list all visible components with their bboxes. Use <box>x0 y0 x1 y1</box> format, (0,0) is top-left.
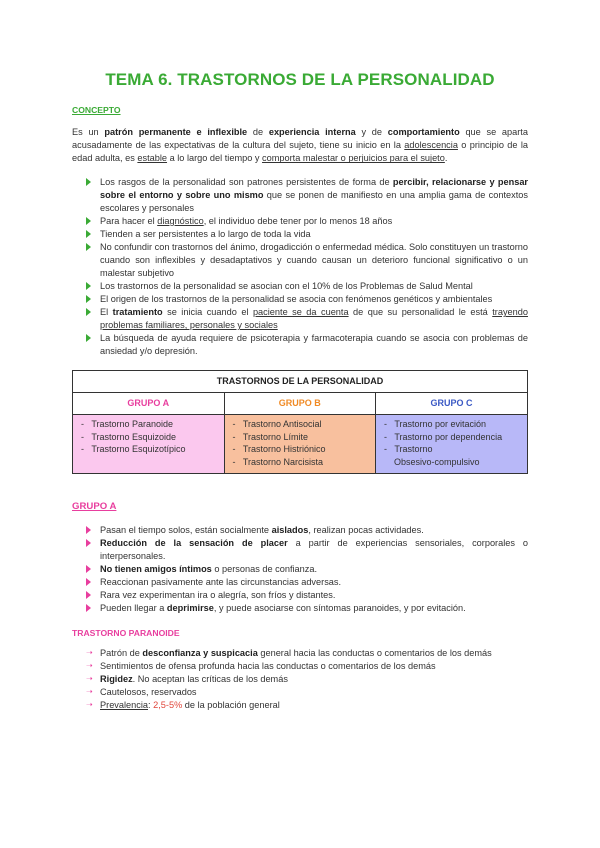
table-item: - Trastorno Límite <box>232 431 309 442</box>
list-item: Tienden a ser persistentes a lo largo de toda la vida <box>86 228 528 241</box>
table-item: - Trastorno Esquizoide <box>81 431 177 442</box>
table-item: - Trastorno Esquizotípico <box>81 444 186 455</box>
concepto-bullet-list <box>86 176 528 359</box>
grupo-a-bullet-list <box>86 524 528 615</box>
personality-disorders-table <box>72 370 528 474</box>
list-item: No confundir con trastornos del ánimo, drogadicción o enfermedad médica. Solo constituyen un trastorno cuando son inflexibles y desadaptativos y cuando causan un deterioro funcional significativo o un malestar subjetivo <box>86 241 528 280</box>
list-item: ➝ Prevalencia: 2,5-5% de la población general <box>86 700 280 711</box>
list-item: ➝ Rigidez. No aceptan las críticas de los demás <box>86 674 288 685</box>
arrow-right-icon: ➝ <box>86 661 93 671</box>
list-item: Rara vez experimentan ira o alegría, son fríos y distantes. <box>86 589 528 602</box>
green-bullet-icon <box>86 295 91 303</box>
table-cell-group-a <box>73 414 225 473</box>
green-bullet-icon <box>86 308 91 316</box>
concepto-heading: CONCEPTO <box>72 105 121 116</box>
green-bullet-icon <box>86 230 91 238</box>
list-item: ➝ Sentimientos de ofensa profunda hacia las conductas o comentarios de los demás <box>86 661 436 672</box>
table-title: TRASTORNOS DE LA PERSONALIDAD <box>73 371 528 393</box>
green-bullet-icon <box>86 334 91 342</box>
table-header-group-b: GRUPO B <box>224 393 376 415</box>
table-cell-group-c <box>376 414 528 473</box>
page-title: TEMA 6. TRASTORNOS DE LA PERSONALIDAD <box>105 70 495 89</box>
table-item: - Trastorno Histriónico <box>232 444 326 455</box>
pink-bullet-icon <box>86 578 91 586</box>
table-header-group-a: GRUPO A <box>73 393 225 415</box>
concepto-paragraph: Es un patrón permanente e inflexible de experiencia interna y de comportamiento que se aparta acusadamente de las expectativas de la cultura del sujeto, tiene su inicio en la adolescencia o principio de la edad adulta, es estable a lo largo del tiempo y comporta malestar o perjuicios para el sujeto. <box>72 127 528 164</box>
green-bullet-icon <box>86 217 91 225</box>
table-item: Obsesivo-compulsivo <box>384 457 480 468</box>
table-item: - Trastorno Paranoide <box>81 418 174 429</box>
list-item: Pasan el tiempo solos, están socialmente aislados, realizan pocas actividades. <box>86 524 528 537</box>
green-bullet-icon <box>86 178 91 186</box>
list-item: Reaccionan pasivamente ante las circunstancias adversas. <box>86 576 528 589</box>
pink-bullet-icon <box>86 591 91 599</box>
table-item: - Trastorno <box>384 444 433 455</box>
list-item: La búsqueda de ayuda requiere de psicoterapia y farmacoterapia cuando se asocia con problemas de ansiedad y/o depresión. <box>86 332 528 358</box>
list-item: El tratamiento se inicia cuando el paciente se da cuenta de que su personalidad le está trayendo problemas familiares, personales y sociales <box>86 306 528 332</box>
table-cell-group-b <box>224 414 376 473</box>
pink-bullet-icon <box>86 604 91 612</box>
arrow-right-icon: ➝ <box>86 687 93 697</box>
table-item: - Trastorno Antisocial <box>232 418 322 429</box>
grupo-a-heading: GRUPO A <box>72 500 117 512</box>
list-item: Los rasgos de la personalidad son patrones persistentes de forma de percibir, relacionarse y pensar sobre el entorno y sobre uno mismo que se ponen de manifiesto en una amplia gama de contextos escolares y personales <box>86 176 528 215</box>
paranoide-list <box>86 647 528 712</box>
table-header-group-c: GRUPO C <box>376 393 528 415</box>
pink-bullet-icon <box>86 539 91 547</box>
pink-bullet-icon <box>86 526 91 534</box>
arrow-right-icon: ➝ <box>86 700 93 710</box>
list-item: No tienen amigos íntimos o personas de confianza. <box>86 563 528 576</box>
table-item: - Trastorno Narcisista <box>232 457 324 468</box>
green-bullet-icon <box>86 243 91 251</box>
list-item: Pueden llegar a deprimirse, y puede asociarse con síntomas paranoides, y por evitación. <box>86 602 528 615</box>
list-item: Para hacer el diagnóstico, el individuo debe tener por lo menos 18 años <box>86 215 528 228</box>
list-item: ➝ Patrón de desconfianza y suspicacia general hacia las conductas o comentarios de los demás <box>86 648 492 659</box>
pink-bullet-icon <box>86 565 91 573</box>
green-bullet-icon <box>86 282 91 290</box>
arrow-right-icon: ➝ <box>86 648 93 658</box>
table-item: - Trastorno por dependencia <box>384 431 503 442</box>
trastorno-paranoide-heading: TRASTORNO PARANOIDE <box>72 628 180 639</box>
list-item: El origen de los trastornos de la personalidad se asocia con fenómenos genéticos y ambientales <box>86 293 528 306</box>
list-item: Reducción de la sensación de placer a partir de experiencias sensoriales, corporales o interpersonales. <box>86 537 528 563</box>
table-item: - Trastorno por evitación <box>384 418 487 429</box>
list-item: Los trastornos de la personalidad se asocian con el 10% de los Problemas de Salud Mental <box>86 280 528 293</box>
arrow-right-icon: ➝ <box>86 674 93 684</box>
list-item: ➝ Cautelosos, reservados <box>86 687 197 698</box>
